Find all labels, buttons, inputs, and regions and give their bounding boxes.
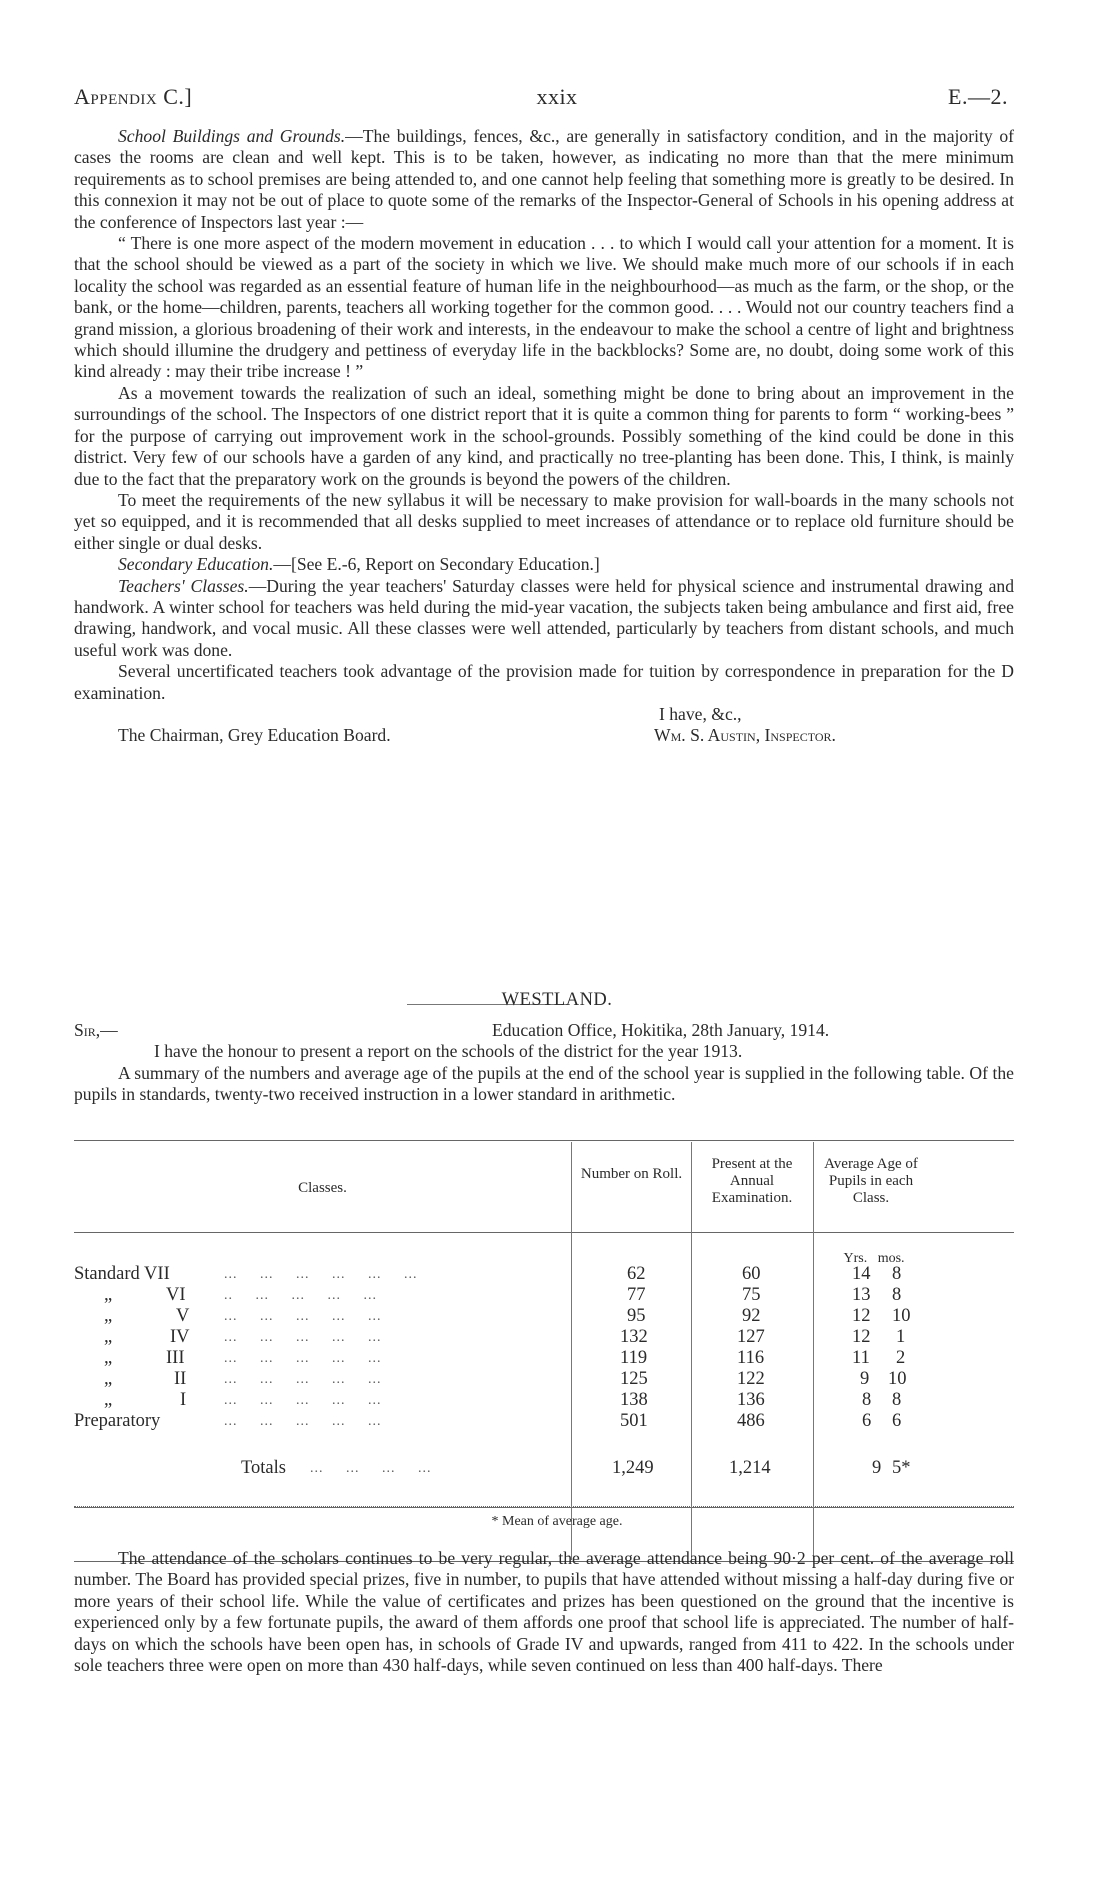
- ditto-mark: „: [104, 1369, 113, 1389]
- signature: Wm. S. Austin, Inspector.: [654, 725, 836, 746]
- units-label: Yrs. mos.: [843, 1251, 905, 1266]
- row-mos: 10: [892, 1306, 911, 1326]
- row-label: IV: [170, 1327, 190, 1347]
- ditto-mark: „: [104, 1306, 113, 1326]
- row-yrs: 9: [860, 1369, 870, 1389]
- header-page-number: xxix: [536, 84, 578, 109]
- closing-have: I have, &c.,: [659, 703, 742, 724]
- header-roll: Number on Roll.: [580, 1166, 683, 1182]
- grey-report-section: [74, 126, 1014, 747]
- closing-line: [74, 704, 1014, 725]
- row-roll: 125: [620, 1369, 648, 1389]
- row-label: Standard VII: [74, 1264, 170, 1284]
- westland-intro: [74, 1020, 1014, 1106]
- table-footnote: * Mean of average age.: [491, 1514, 623, 1529]
- table-row: „ IV ... ... ... ... ... 132 127 12 1: [104, 1327, 906, 1347]
- totals-present: 1,214: [729, 1458, 771, 1478]
- row-label: Preparatory: [74, 1411, 161, 1431]
- row-yrs: 12: [852, 1306, 871, 1326]
- row-roll: 501: [620, 1411, 648, 1431]
- table-row: „ III ... ... ... ... ... 119 116 11 2: [104, 1348, 906, 1368]
- office-address: Education Office, Hokitika, 28th January, 1914.: [492, 1020, 830, 1040]
- heading-school-buildings: School Buildings and Grounds.: [118, 126, 346, 146]
- table-row: „ II ... ... ... ... ... 125 122 9 10: [104, 1369, 907, 1389]
- row-mos: 2: [896, 1348, 906, 1368]
- paragraph-teachers-classes: Teachers' Classes.—During the year teachers' Saturday classes were held for physical science and instrumental drawing and handwork. A winter school for teachers was held during the mid-year vacation, the subjects taken being ambulance and first aid, free drawing, handwork, and vocal music. All these classes were well attended, particularly by teachers from distant schools, and much useful work was done.: [74, 575, 1014, 660]
- row-mos: 6: [892, 1411, 902, 1431]
- addressee: The Chairman, Grey Education Board.: [118, 725, 391, 746]
- row-roll: 119: [620, 1348, 648, 1368]
- salutation: Sir,—: [74, 1020, 118, 1040]
- heading-secondary-education: Secondary Education.: [118, 554, 274, 575]
- table-row: „ VI .. ... ... ... ... 77 75 13 8: [104, 1285, 902, 1305]
- totals-roll: 1,249: [612, 1458, 654, 1478]
- row-present: 116: [737, 1348, 765, 1368]
- row-mos: 1: [896, 1327, 906, 1347]
- row-present: 122: [737, 1369, 765, 1389]
- totals-mos: 5*: [892, 1458, 911, 1478]
- row-label: V: [176, 1306, 190, 1326]
- paragraph-movement: As a movement towards the realization of such an ideal, something might be done to bring about an improvement in the surroundings of the school. The Inspectors of one district report that it is quite a common thing for parents to form “ working-bees ” for the purpose of carrying out improvement work in the school-grounds. Possibly something of the kind could be done in this district. Very few of our schools have a garden of any kind, and practically no tree-planting has been done. This, I think, is mainly due to the fact that the preparatory work on the grounds is beyond the powers of the children.: [74, 382, 1014, 489]
- ditto-mark: „: [104, 1348, 113, 1368]
- ditto-mark: „: [104, 1285, 113, 1305]
- row-roll: 138: [620, 1390, 648, 1410]
- paragraph-school-buildings: School Buildings and Grounds.—The buildings, fences, &c., are generally in satisfactory condition, and in the majority of cases the rooms are clean and well kept. This is to be taken, however, as indicating no more than that the mere minimum requirements as to school premises are being attended to, and one cannot help feeling that something more is greatly to be desired. In this connexion it may not be out of place to quote some of the remarks of the Inspector-General of Schools in his opening address at the conference of Inspectors last year :—: [74, 126, 1015, 232]
- row-label: III: [166, 1348, 185, 1368]
- row-yrs: 6: [862, 1411, 872, 1431]
- row-present: 136: [737, 1390, 765, 1410]
- row-mos: 8: [892, 1264, 902, 1284]
- salutation-line: [74, 1020, 1014, 1041]
- row-roll: 62: [627, 1264, 646, 1284]
- table-top-rule: [74, 1140, 1014, 1141]
- row-label: I: [180, 1390, 187, 1410]
- attendance-section: [74, 1548, 1014, 1676]
- row-mos: 8: [892, 1390, 902, 1410]
- header-age: Average Age of Pupils in each Class.: [824, 1156, 918, 1206]
- row-present: 75: [742, 1285, 761, 1305]
- paragraph-honour: I have the honour to present a report on the schools of the district for the year 1913.: [154, 1041, 743, 1062]
- westland-title: WESTLAND.: [501, 990, 613, 1010]
- row-label: II: [174, 1369, 187, 1389]
- table-row: Standard VII ... ... ... ... ... ... 62 60 14 8: [74, 1264, 902, 1284]
- row-present: 92: [742, 1306, 761, 1326]
- signature-line: [74, 725, 1014, 746]
- row-present: 486: [737, 1411, 765, 1431]
- table-totals-rule-dotted: [74, 1506, 1014, 1507]
- table-row: „ I ... ... ... ... ... 138 136 8 8: [104, 1390, 902, 1410]
- paragraph-uncertificated: Several uncertificated teachers took advantage of the provision made for tuition by correspondence in preparation for the D examination.: [74, 661, 1014, 703]
- totals-label: Totals: [241, 1458, 286, 1478]
- row-yrs: 8: [862, 1390, 872, 1410]
- table-row: Preparatory ... ... ... ... ... 501 486 6 6: [74, 1411, 902, 1431]
- table-totals-rule: [74, 1507, 1014, 1508]
- row-mos: 8: [892, 1285, 902, 1305]
- ditto-mark: „: [104, 1390, 113, 1410]
- table-header-rule: [74, 1232, 1014, 1233]
- row-roll: 77: [627, 1285, 646, 1305]
- ditto-mark: „: [104, 1327, 113, 1347]
- totals-row: Totals ... ... ... ... 1,249 1,214 9 5*: [241, 1458, 911, 1478]
- row-label: VI: [166, 1285, 186, 1305]
- paragraph-attendance: The attendance of the scholars continues to be very regular, the average attendance being 90·2 per cent. of the average roll number. The Board has provided special prizes, five in number, to pupils that have attended without missing a half-day during five or more years of their school life. While the value of certificates and prizes has been questioned on the ground that the incentive is experienced only by a few fortunate pupils, the award of them affords one proof that school life is appreciated. The number of half-days on which the schools have been open has, in schools of Grade IV and upwards, ranged from 411 to 422. In the schools under sole teachers three were open on more than 430 half-days, while seven continued on less than 400 half-days. There: [74, 1548, 1014, 1676]
- row-yrs: 13: [852, 1285, 871, 1305]
- paragraph-quote: “ There is one more aspect of the modern movement in education . . . to which I would call your attention for a moment. It is that the school should be viewed as a part of the society in which we live. We should make much more of our schools if in each locality the school was regarded as an essential feature of human life in the neighbourhood—as much as the farm, or the shop, or the bank, or the home—children, parents, teachers all working together for the common good. . . . Would not our country teachers find a grand mission, a glorious broadening of their work and interests, in the endeavour to make the school a centre of light and brightness which should illumine the drudgery and pettiness of everyday life in the backblocks? Some are, no doubt, doing some work of this kind already : may their tribe increase ! ”: [74, 233, 1014, 382]
- row-yrs: 12: [852, 1327, 871, 1347]
- paragraph-secondary-education: Secondary Education.—[See E.-6, Report on Secondary Education.]: [118, 554, 600, 575]
- row-yrs: 11: [852, 1348, 870, 1368]
- row-present: 60: [742, 1264, 761, 1284]
- row-mos: 10: [888, 1369, 907, 1389]
- header-classes: Classes.: [298, 1180, 347, 1196]
- row-present: 127: [737, 1327, 765, 1347]
- row-roll: 132: [620, 1327, 648, 1347]
- row-yrs: 14: [852, 1264, 871, 1284]
- header-report-code: E.—2.: [948, 84, 1008, 109]
- header-appendix: Appendix C.]: [74, 84, 193, 109]
- totals-yrs: 9: [872, 1458, 882, 1478]
- heading-teachers-classes: Teachers' Classes.: [118, 575, 249, 596]
- row-roll: 95: [627, 1306, 646, 1326]
- paragraph-summary: A summary of the numbers and average age of the pupils at the end of the school year is supplied in the following table. Of the pupils in standards, twenty-two received instruction in a lower standard in arithmetic.: [74, 1062, 1014, 1105]
- header-present: Present at the Annual Examination.: [711, 1156, 793, 1206]
- table-row: „ V ... ... ... ... ... 95 92 12 10: [104, 1306, 911, 1326]
- paragraph-requirements: To meet the requirements of the new syllabus it will be necessary to make provision for wall-boards in the many schools not yet so equipped, and it is recommended that all desks supplied to meet increases of attendance or to replace old furniture should be either single or dual desks.: [74, 489, 1014, 553]
